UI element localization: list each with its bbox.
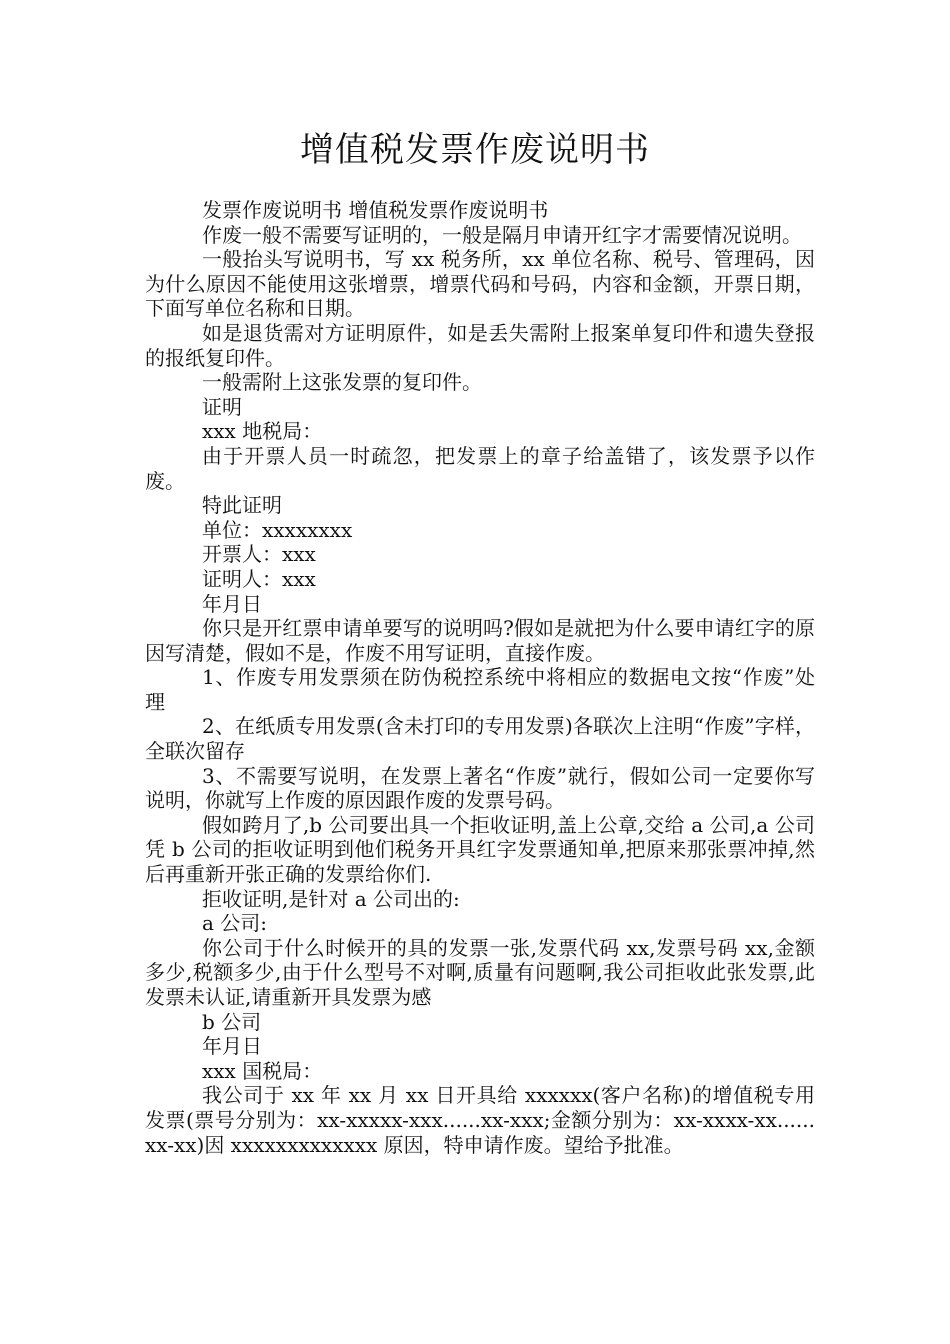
paragraph: 拒收证明,是针对 a 公司出的: bbox=[202, 886, 460, 911]
paragraph: 你只是开红票申请单要写的说明吗?假如是就把为什么要申请红字的原因写清楚，假如不是，作废不用写证明，直接作废。 bbox=[145, 616, 815, 665]
paragraph: 我公司于 xx 年 xx 月 xx 日开具给 xxxxxx(客户名称)的增值税专用发票(票号分别为：xx-xxxxx-xxx......xx-xxx;金额分别为：xx-xxxx-xx......xx-xx)因 xxxxxxxxxxxxx 原因，特申请作废。望给予批准。 bbox=[145, 1083, 815, 1157]
paragraph: 作废一般不需要写证明的，一般是隔月申请开红字才需要情况说明。 bbox=[202, 222, 802, 247]
paragraph: 3、不需要写说明，在发票上著名“作废”就行，假如公司一定要你写说明，你就写上作废的原因跟作废的发票号码。 bbox=[145, 763, 815, 813]
paragraph: 证明人：xxx bbox=[202, 566, 316, 591]
paragraph: b 公司 bbox=[202, 1009, 262, 1034]
paragraph: 一般需附上这张发票的复印件。 bbox=[202, 370, 482, 395]
paragraph: 年月日 bbox=[202, 591, 262, 616]
paragraph: xxx 地税局： bbox=[202, 419, 323, 444]
paragraph: 年月日 bbox=[202, 1034, 262, 1059]
paragraph: 1、作废专用发票须在防伪税控系统中将相应的数据电文按“作废”处理 bbox=[145, 665, 815, 714]
document-body bbox=[145, 198, 815, 1157]
paragraph: 一般抬头写说明书，写 xx 税务所，xx 单位名称、税号、管理码，因为什么原因不能使用这张增票，增票代码和号码，内容和金额，开票日期，下面写单位名称和日期。 bbox=[145, 247, 815, 321]
paragraph: 如是退货需对方证明原件，如是丢失需附上报案单复印件和遗失登报的报纸复印件。 bbox=[145, 320, 815, 370]
paragraph: xxx 国税局： bbox=[202, 1058, 323, 1083]
paragraph: 单位：xxxxxxxx bbox=[202, 517, 353, 542]
paragraph: 2、在纸质专用发票(含未打印的专用发票)各联次上注明“作废”字样，全联次留存 bbox=[145, 714, 815, 764]
paragraph: 由于开票人员一时疏忽，把发票上的章子给盖错了，该发票予以作废。 bbox=[145, 443, 815, 493]
paragraph: 开票人：xxx bbox=[202, 542, 316, 567]
paragraph: 发票作废说明书 增值税发票作废说明书 bbox=[202, 198, 549, 222]
paragraph: 证明 bbox=[202, 394, 242, 419]
paragraph: a 公司: bbox=[202, 911, 268, 936]
paragraph: 你公司于什么时候开的具的发票一张,发票代码 xx,发票号码 xx,金额多少,税额多少,由于什么型号不对啊,质量有问题啊,我公司拒收此张发票,此发票未认证,请重新开具发票为感 bbox=[145, 935, 815, 1009]
paragraph: 特此证明 bbox=[202, 493, 282, 518]
paragraph: 假如跨月了,b 公司要出具一个拒收证明,盖上公章,交给 a 公司,a 公司凭 b 公司的拒收证明到他们税务开具红字发票通知单,把原来那张票冲掉,然后再重新开张正确的发票给你们. bbox=[145, 812, 815, 887]
document-title: 增值税发票作废说明书 bbox=[300, 130, 650, 170]
